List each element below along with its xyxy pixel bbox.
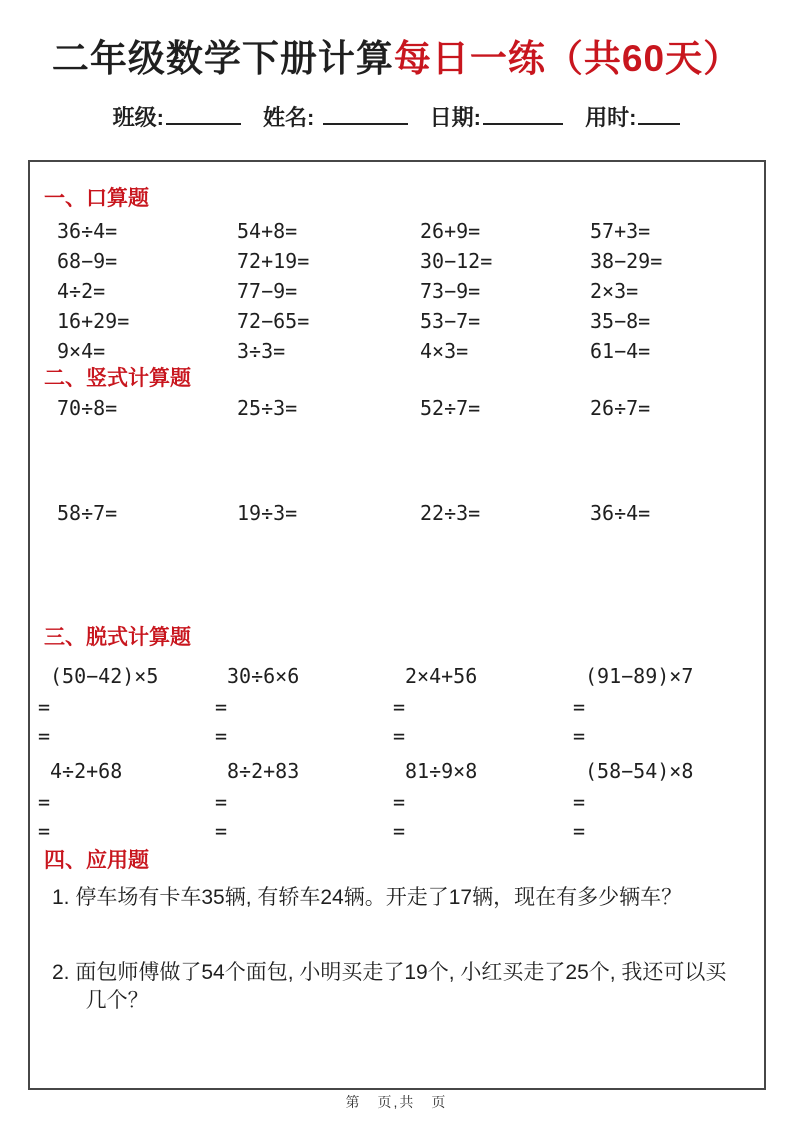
math-problem: 36÷4= [590,501,651,525]
math-problem: 25÷3= [237,396,298,420]
date-blank [483,104,563,125]
equals-sign: = [573,723,586,748]
word-problem-2: 2. 面包师傅做了54个面包, 小明买走了19个, 小红买走了25个, 我还可以买几个？ [52,960,727,1012]
section-heading-stepwise: 三、脱式计算题 [44,626,191,649]
math-problem: 73−9= [420,279,481,303]
math-problem: 36÷4= [57,219,118,243]
time-label: 用时: [585,105,637,130]
stepwise-block [30,755,764,845]
stepwise-equals-row [30,692,764,721]
equals-sign: = [573,818,586,843]
math-problem: (50−42)×5 [50,664,159,688]
title-red-part: 每日一练（共60天） [393,38,742,79]
math-problem: 35−8= [590,309,651,333]
vertical-row [30,500,764,526]
math-problem: 4×3= [420,339,469,363]
stepwise-expr-row [30,755,764,787]
math-problem: 77−9= [237,279,298,303]
stepwise-equals-row [30,721,764,750]
stepwise-equals-row [30,816,764,845]
equals-sign: = [215,723,228,748]
equals-sign: = [573,789,586,814]
name-label: 姓名: [263,105,315,130]
section-heading-vertical: 二、竖式计算题 [44,367,191,390]
math-problem: 3÷3= [237,339,286,363]
math-problem: 38−29= [590,249,663,273]
section-heading-oral: 一、口算题 [44,187,149,210]
date-label: 日期: [429,105,481,130]
worksheet-body [28,160,766,1090]
section-heading-word: 四、应用题 [44,849,149,872]
math-problem: (58−54)×8 [585,759,694,783]
math-problem: 70÷8= [57,396,118,420]
equals-sign: = [38,789,51,814]
class-field [113,105,241,130]
equals-sign: = [38,818,51,843]
math-problem: 72+19= [237,249,310,273]
word-problem-1: 1. 停车场有卡车35辆, 有轿车24辆。开走了17辆，现在有多少辆车？ [52,886,683,909]
math-problem: 53−7= [420,309,481,333]
math-problem: 54+8= [237,219,298,243]
equals-sign: = [573,694,586,719]
math-problem: 22÷3= [420,501,481,525]
equals-sign: = [215,818,228,843]
math-problem: 8÷2+83 [227,759,300,783]
class-blank [166,104,241,125]
math-problem: 57+3= [590,219,651,243]
math-problem: 2×4+56 [405,664,478,688]
oral-row [30,336,764,366]
equals-sign: = [393,694,406,719]
oral-row [30,306,764,336]
math-problem: (91−89)×7 [585,664,694,688]
stepwise-block [30,660,764,750]
info-line [0,101,793,132]
vertical-row [30,395,764,421]
math-problem: 58÷7= [57,501,118,525]
class-label: 班级: [112,105,164,130]
math-problem: 30−12= [420,249,493,273]
oral-row [30,276,764,306]
math-problem: 81÷9×8 [405,759,478,783]
oral-row [30,246,764,276]
math-problem: 61−4= [590,339,651,363]
math-problem: 16+29= [57,309,130,333]
time-field [585,105,680,130]
title-black-part: 二年级数学下册计算 [51,38,394,79]
time-blank [638,104,680,125]
equals-sign: = [393,723,406,748]
math-problem: 4÷2+68 [50,759,123,783]
page-footer: 第 页,共 页 [345,1094,448,1110]
equals-sign: = [38,723,51,748]
page-title [0,28,793,82]
stepwise-equals-row [30,787,764,816]
oral-problems [30,216,764,366]
math-problem: 19÷3= [237,501,298,525]
math-problem: 26+9= [420,219,481,243]
math-problem: 52÷7= [420,396,481,420]
math-problem: 68−9= [57,249,118,273]
equals-sign: = [215,789,228,814]
math-problem: 26÷7= [590,396,651,420]
equals-sign: = [215,694,228,719]
math-problem: 9×4= [57,339,106,363]
equals-sign: = [393,789,406,814]
math-problem: 2×3= [590,279,639,303]
name-field [263,105,407,130]
date-field [430,105,563,130]
equals-sign: = [38,694,51,719]
math-problem: 72−65= [237,309,310,333]
math-problem: 4÷2= [57,279,106,303]
equals-sign: = [393,818,406,843]
stepwise-expr-row [30,660,764,692]
oral-row [30,216,764,246]
name-blank [323,104,408,125]
math-problem: 30÷6×6 [227,664,300,688]
